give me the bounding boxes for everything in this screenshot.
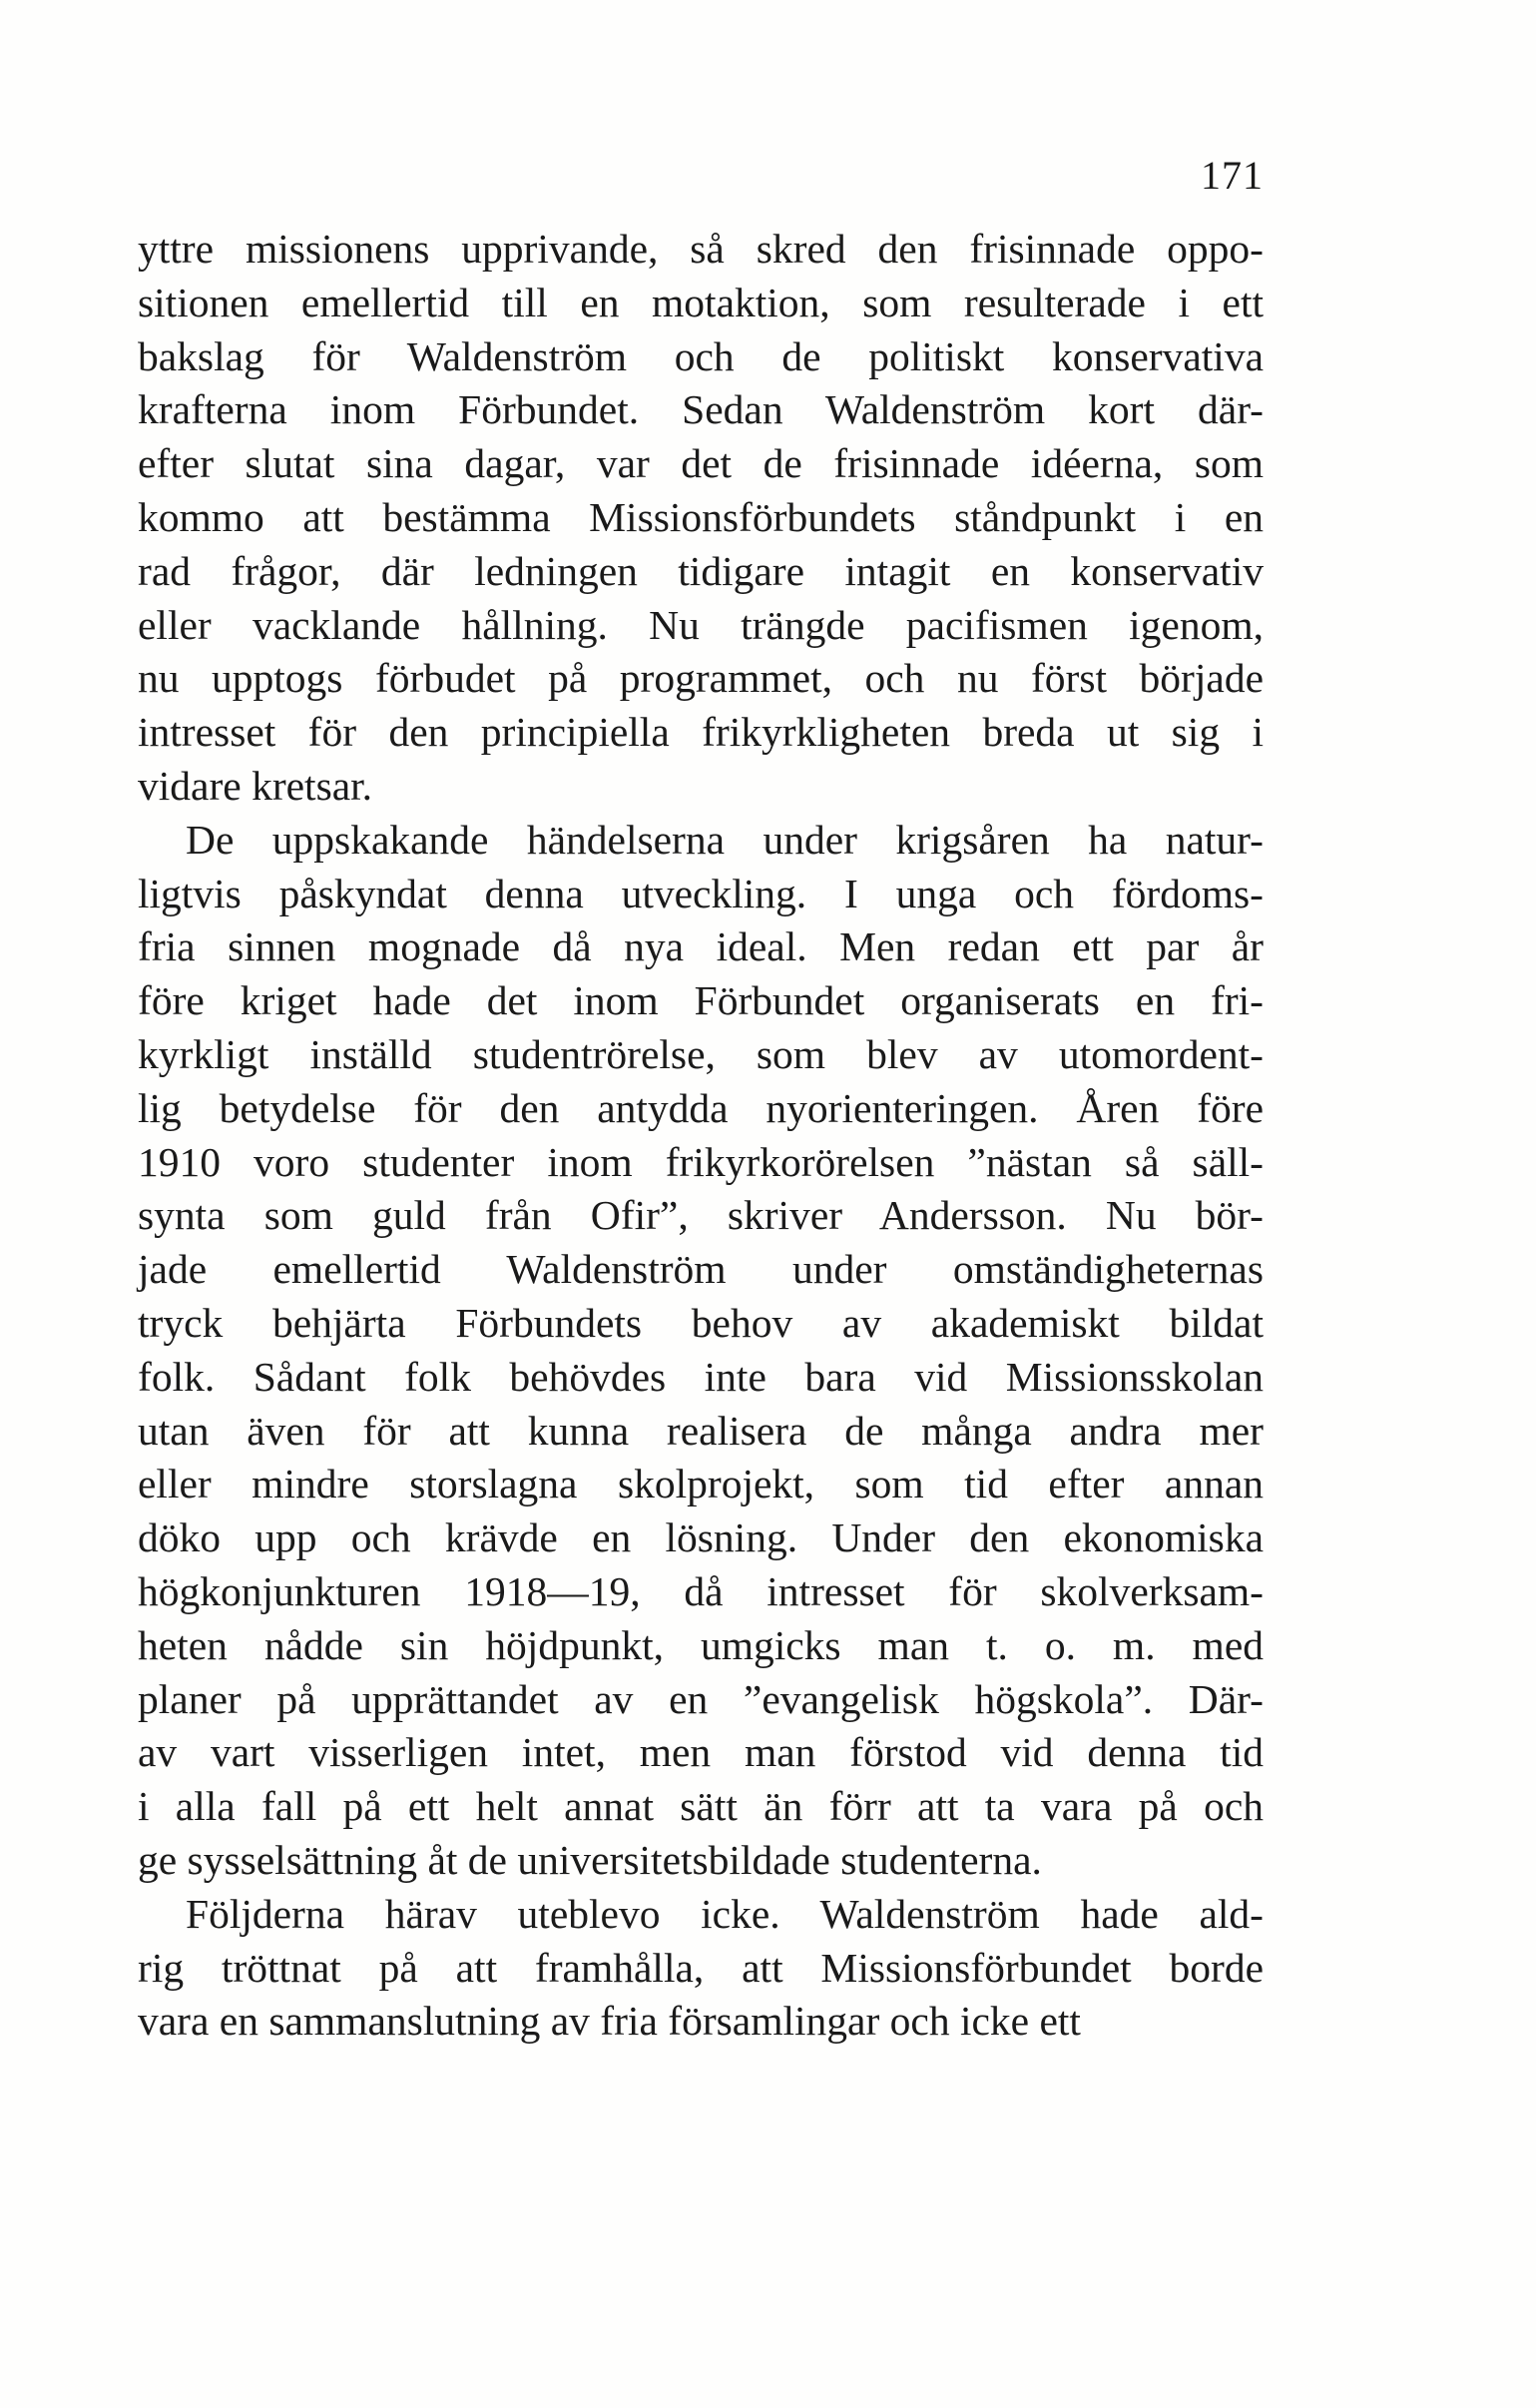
text-line: 1910 voro studenter inom frikyrkorörelsen ”nästan så säll- bbox=[138, 1138, 1264, 1185]
text-line: rad frågor, där ledningen tidigare intagit en konservativ bbox=[138, 547, 1264, 594]
text-line: ligtvis påskyndat denna utveckling. I unga och fördoms- bbox=[138, 870, 1264, 916]
text-line: i alla fall på ett helt annat sätt än förr att ta vara på och bbox=[138, 1783, 1264, 1830]
body-text bbox=[138, 223, 1264, 2049]
text-line: kommo att bestämma Missionsförbundets ståndpunkt i en bbox=[138, 493, 1264, 540]
paragraph bbox=[138, 1888, 1264, 2049]
text-line: De uppskakande händelserna under krigsåren ha natur- bbox=[186, 816, 1264, 863]
text-line: utan även för att kunna realisera de många andra mer bbox=[138, 1407, 1264, 1454]
text-line: nu upptogs förbudet på programmet, och nu först började bbox=[138, 655, 1264, 702]
text-line: lig betydelse för den antydda nyorienteringen. Åren före bbox=[138, 1084, 1264, 1131]
text-line: efter slutat sina dagar, var det de frisinnade idéerna, som bbox=[138, 440, 1264, 487]
text-line: folk. Sådant folk behövdes inte bara vid Missionsskolan bbox=[138, 1353, 1264, 1400]
text-line: Följderna härav uteblevo icke. Waldenström hade ald- bbox=[186, 1890, 1264, 1937]
text-line: rig tröttnat på att framhålla, att Missionsförbundet borde bbox=[138, 1944, 1264, 1991]
text-line: krafterna inom Förbundet. Sedan Waldenström kort där- bbox=[138, 386, 1264, 433]
text-line: jade emellertid Waldenström under omständigheternas bbox=[138, 1246, 1264, 1293]
text-line: ge sysselsättning åt de universitetsbildade studenterna. bbox=[138, 1836, 1042, 1883]
text-line: döko upp och krävde en lösning. Under den ekonomiska bbox=[138, 1514, 1264, 1561]
text-line: eller vacklande hållning. Nu trängde pacifismen igenom, bbox=[138, 601, 1264, 648]
paragraph bbox=[138, 814, 1264, 1888]
text-line: vidare kretsar. bbox=[138, 762, 373, 809]
text-line: tryck behjärta Förbundets behov av akademiskt bildat bbox=[138, 1299, 1264, 1346]
text-line: före kriget hade det inom Förbundet organiserats en fri- bbox=[138, 977, 1264, 1024]
text-line: bakslag för Waldenström och de politiskt konservativa bbox=[138, 332, 1264, 379]
text-line: vara en sammanslutning av fria församlingar och icke ett bbox=[138, 1998, 1081, 2045]
text-line: kyrkligt inställd studentrörelse, som blev av utomordent- bbox=[138, 1030, 1264, 1077]
text-line: fria sinnen mognade då nya ideal. Men redan ett par år bbox=[138, 923, 1264, 970]
text-line: yttre missionens upprivande, så skred den frisinnade oppo- bbox=[138, 226, 1264, 272]
text-line: eller mindre storslagna skolprojekt, som tid efter annan bbox=[138, 1461, 1264, 1507]
text-line: av vart visserligen intet, men man förstod vid denna tid bbox=[138, 1729, 1264, 1776]
text-line: sitionen emellertid till en motaktion, som resulterade i ett bbox=[138, 279, 1264, 325]
text-line: intresset för den principiella frikyrkligheten breda ut sig i bbox=[138, 709, 1264, 756]
text-line: planer på upprättandet av en ”evangelisk högskola”. Där- bbox=[138, 1675, 1264, 1722]
page-number: 171 bbox=[1201, 153, 1264, 198]
text-line: heten nådde sin höjdpunkt, umgicks man t. o. m. med bbox=[138, 1621, 1264, 1668]
text-line: högkonjunkturen 1918—19, då intresset för skolverksam- bbox=[138, 1567, 1264, 1614]
paragraph bbox=[138, 223, 1264, 814]
text-line: synta som guld från Ofir”, skriver Andersson. Nu bör- bbox=[138, 1192, 1264, 1239]
